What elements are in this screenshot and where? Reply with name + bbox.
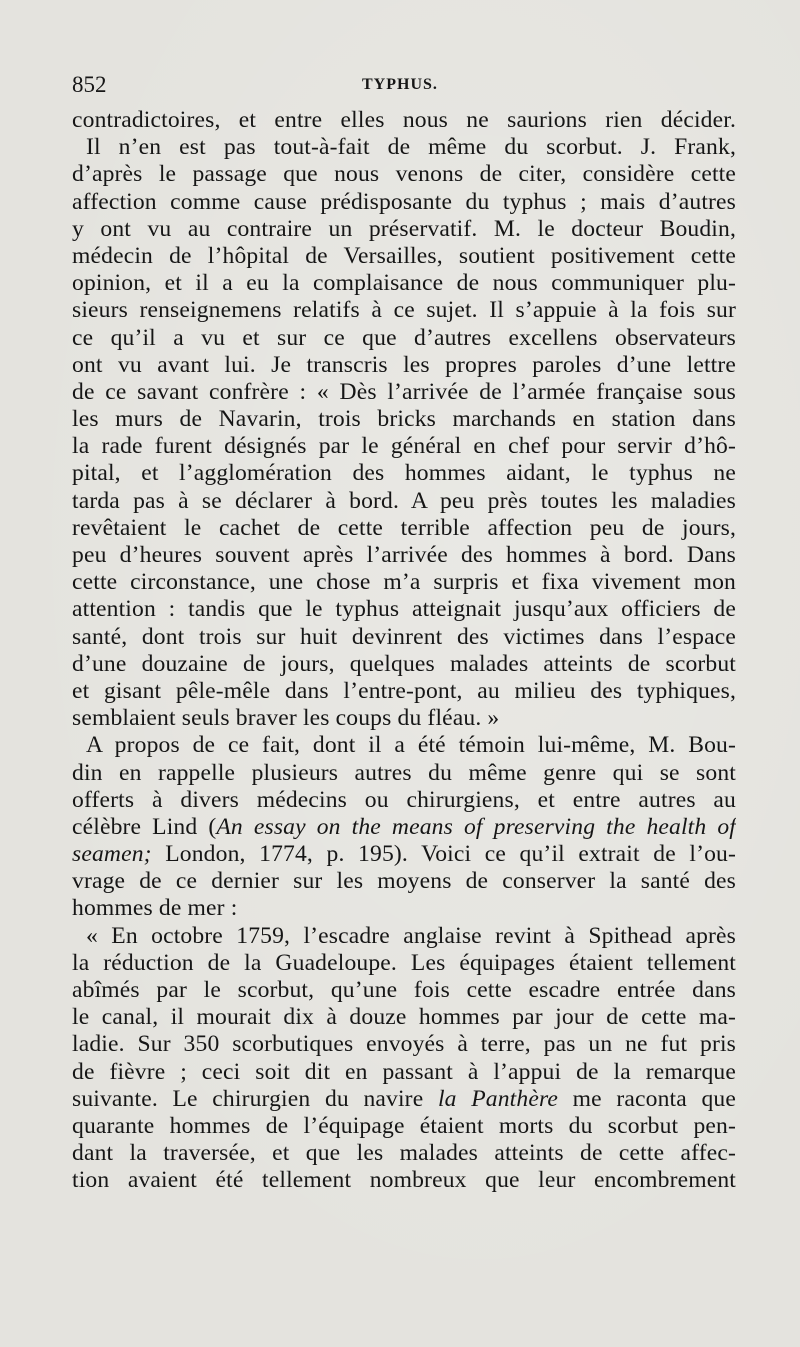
text-line: affection comme cause prédisposante du typhus ; mais d’autres — [72, 188, 736, 215]
text-line: attention : tandis que le typhus atteignait jusqu’aux officiers de — [72, 596, 736, 623]
text-line: santé, dont trois sur huit devinrent des victimes dans l’espace — [72, 623, 736, 650]
text-line: y ont vu au contraire un préservatif. M. le docteur Boudin, — [72, 215, 736, 242]
text-line: et gisant pêle-mêle dans l’entre-pont, au milieu des typhiques, — [72, 677, 736, 704]
text-line: la rade furent désignés par le général en chef pour servir d’hô- — [72, 433, 736, 460]
text-line-mixed — [72, 1086, 736, 1113]
text-line: contradictoires, et entre elles nous ne saurions rien décider. — [72, 107, 736, 133]
text-line: opinion, et il a eu la complaisance de nous communiquer plu- — [72, 270, 736, 297]
text-run: suivante. Le chirurgien du navire — [72, 1085, 438, 1112]
text-line: d’une douzaine de jours, quelques malades atteints de scorbut — [72, 650, 736, 677]
body-text — [72, 107, 736, 1195]
italic-title-run: An essay on the means of preserving the health of — [216, 813, 736, 840]
text-line: peu d’heures souvent après l’arrivée des hommes à bord. Dans — [72, 542, 736, 568]
text-line: sieurs renseignemens relatifs à ce sujet. Il s’appuie à la fois sur — [72, 297, 736, 324]
text-line: les murs de Navarin, trois bricks marchands en station dans — [72, 406, 736, 433]
text-line: offerts à divers médecins ou chirurgiens, et entre autres au — [72, 786, 736, 813]
text-line: ont vu avant lui. Je transcris les propres paroles d’une lettre — [72, 351, 736, 378]
text-line: A propos de ce fait, dont il a été témoin lui-même, M. Bou- — [86, 732, 736, 759]
text-line: Il n’en est pas tout-à-fait de même du scorbut. J. Frank, — [86, 134, 736, 161]
text-line: hommes de mer : — [72, 895, 238, 922]
text-line: quarante hommes de l’équipage étaient morts du scorbut pen- — [72, 1112, 736, 1139]
text-line: cette circonstance, une chose m’a surpris et fixa vivement mon — [72, 569, 736, 596]
text-line: vrage de ce dernier sur les moyens de conserver la santé des — [72, 868, 736, 895]
italic-title-run: seamen; — [72, 841, 152, 868]
text-line: tion avaient été tellement nombreux que leur encombrement — [72, 1167, 736, 1194]
text-line: din en rappelle plusieurs autres du même genre qui se sont — [72, 759, 736, 786]
text-line: la réduction de la Guadeloupe. Les équipages étaient tellement — [72, 949, 736, 976]
text-line: « En octobre 1759, l’escadre anglaise revint à Spithead après — [86, 922, 736, 949]
text-run: me raconta que — [558, 1085, 736, 1112]
text-line: ladie. Sur 350 scorbutiques envoyés à terre, pas un ne fut pris — [72, 1031, 736, 1058]
text-line: de fièvre ; ceci soit dit en passant à l’appui de la remarque — [72, 1058, 736, 1085]
text-line: revêtaient le cachet de cette terrible affection peu de jours, — [72, 514, 736, 541]
text-line: de ce savant confrère : « Dès l’arrivée de l’armée française sous — [72, 378, 736, 405]
text-line-mixed — [72, 814, 736, 841]
running-title: TYPHUS. — [362, 76, 438, 93]
text-line: abîmés par le scorbut, qu’une fois cette escadre entrée dans — [72, 977, 736, 1003]
text-line: tarda pas à se déclarer à bord. A peu près toutes les maladies — [72, 487, 736, 514]
running-header — [72, 72, 736, 102]
text-line: le canal, il mourait dix à douze hommes par jour de cette ma- — [72, 1004, 736, 1031]
italic-ship-name: la Panthère — [437, 1085, 559, 1112]
text-line: ce qu’il a vu et sur ce que d’autres excellens observateurs — [72, 324, 736, 351]
text-line: pital, et l’agglomération des hommes aidant, le typhus ne — [72, 460, 736, 487]
text-line: d’après le passage que nous venons de citer, considère cette — [72, 161, 736, 188]
text-line: semblaient seuls braver les coups du fléau. » — [72, 705, 500, 732]
page-number: 852 — [72, 72, 107, 97]
text-run: célèbre Lind ( — [72, 813, 217, 840]
text-run: London, 1774, p. 195). Voici ce qu’il extrait de l’ou- — [151, 841, 736, 868]
text-line-mixed — [72, 841, 736, 868]
text-line: dant la traversée, et que les malades atteints de cette affec- — [72, 1140, 736, 1167]
text-line: médecin de l’hôpital de Versailles, soutient positivement cette — [72, 242, 736, 269]
